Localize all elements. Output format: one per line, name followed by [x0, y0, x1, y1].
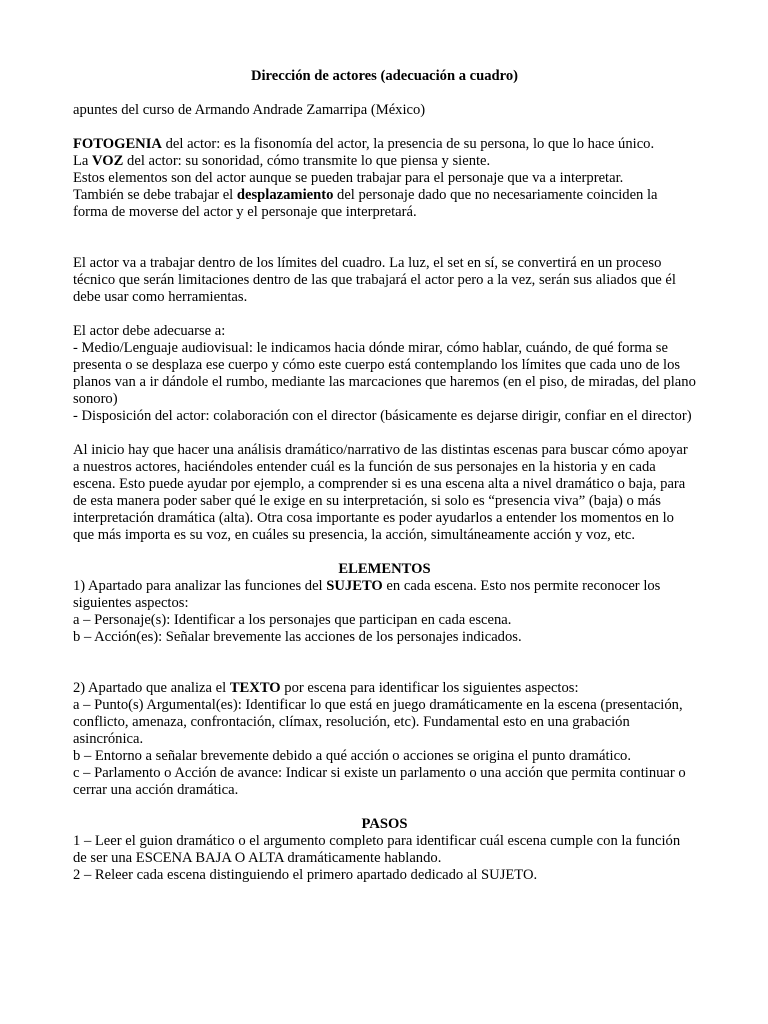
paragraph-analysis: Al inicio hay que hacer una análisis dramático/narrativo de las distintas escenas para buscar cómo apoyar a nuestros actores, haciéndoles entender cuál es la función de sus personajes en la historia y en cada escena. Esto puede ayudar por ejemplo, a comprender si es una escena alta a nivel dramático o baja, para de esta manera poder saber qué le exige en su interpretación, si solo es “presencia viva” (baja) o más interpretación dramática (alta). Otra cosa importante es poder ayudarlos a entender los momentos en lo que más importa es su voz, en cuáles su presencia, la acción, simultáneamente acción y voz, etc. [73, 442, 688, 543]
elementos-heading: ELEMENTOS [338, 561, 431, 577]
sujeto-line [73, 578, 696, 612]
fotogenia-text: del actor: es la fisonomía del actor, la presencia de su persona, lo que lo hace único. [161, 136, 655, 152]
voz-term: VOZ [92, 153, 124, 169]
fotogenia-term: FOTOGENIA [73, 136, 162, 152]
document-title: Dirección de actores (adecuación a cuadro) [250, 68, 519, 84]
spacer [73, 425, 696, 442]
desplazamiento-prefix: También se debe trabajar el [73, 187, 237, 203]
spacer [73, 544, 696, 561]
spacer [73, 799, 696, 816]
texto-item-b: b – Entorno a señalar brevemente debido a qué acción o acciones se origina el punto dramático. [73, 748, 631, 764]
adecuarse-item-disposicion: - Disposición del actor: colaboración con el director (básicamente es dejarse dirigir, confiar en el director) [73, 408, 692, 424]
sujeto-text: en cada escena. Esto nos permite reconocer los siguientes aspectos: [73, 578, 661, 611]
document-subtitle: apuntes del curso de Armando Andrade Zamarripa (México) [73, 102, 426, 118]
desplazamiento-line [73, 187, 696, 221]
desplazamiento-text: del personaje dado que no necesariamente coinciden la forma de moverse del actor y el personaje que interpretará. [73, 187, 658, 220]
texto-line [73, 680, 696, 697]
adecuarse-lead: El actor debe adecuarse a: [73, 323, 226, 339]
voz-text: del actor: su sonoridad, cómo transmite lo que piensa y siente. [123, 153, 491, 169]
sujeto-prefix: 1) Apartado para analizar las funciones del [73, 578, 327, 594]
spacer [73, 646, 696, 680]
pasos-heading: PASOS [361, 816, 408, 832]
voz-line [73, 153, 696, 170]
spacer [73, 119, 696, 136]
paragraph-limits: El actor va a trabajar dentro de los límites del cuadro. La luz, el set en sí, se convertirá en un proceso técnico que serán limitaciones dentro de las que trabajará el actor pero a la vez, serán sus aliados que él debe usar como herramientas. [73, 255, 676, 305]
voz-prefix: La [73, 153, 93, 169]
texto-text: por escena para identificar los siguientes aspectos: [280, 680, 579, 696]
pasos-step-2: 2 – Releer cada escena distinguiendo el primero apartado dedicado al SUJETO. [73, 867, 538, 883]
spacer [73, 221, 696, 255]
sujeto-item-a: a – Personaje(s): Identificar a los personajes que participan en cada escena. [73, 612, 512, 628]
desplazamiento-term: desplazamiento [236, 187, 334, 203]
spacer [73, 306, 696, 323]
sujeto-term: SUJETO [326, 578, 383, 594]
pasos-step-1: 1 – Leer el guion dramático o el argumento completo para identificar cuál escena cumple con la función de ser una ESCENA BAJA O ALTA dramáticamente hablando. [73, 833, 681, 866]
texto-item-c: c – Parlamento o Acción de avance: Indicar si existe un parlamento o una acción que permita continuar o cerrar una acción dramática. [73, 765, 686, 798]
elements-line: Estos elementos son del actor aunque se pueden trabajar para el personaje que va a interpretar. [73, 170, 624, 186]
fotogenia-line [73, 136, 696, 153]
texto-item-a: a – Punto(s) Argumental(es): Identificar lo que está en juego dramáticamente en la escena (presentación, conflicto, amenaza, confrontación, clímax, resolución, etc). Fundamental esto en una grabación asincrónica. [73, 697, 683, 747]
sujeto-item-b: b – Acción(es): Señalar brevemente las acciones de los personajes indicados. [73, 629, 522, 645]
adecuarse-item-medio: - Medio/Lenguaje audiovisual: le indicamos hacia dónde mirar, cómo hablar, cuándo, de qué forma se presenta o se desplaza ese cuerpo y cómo este cuerpo está contemplando los límites que cada uno de los planos van a ir dándole el rumbo, mediante las marcaciones que haremos (en el piso, de miradas, del plano sonoro) [73, 340, 696, 407]
texto-prefix: 2) Apartado que analiza el [73, 680, 230, 696]
texto-term: TEXTO [229, 680, 281, 696]
